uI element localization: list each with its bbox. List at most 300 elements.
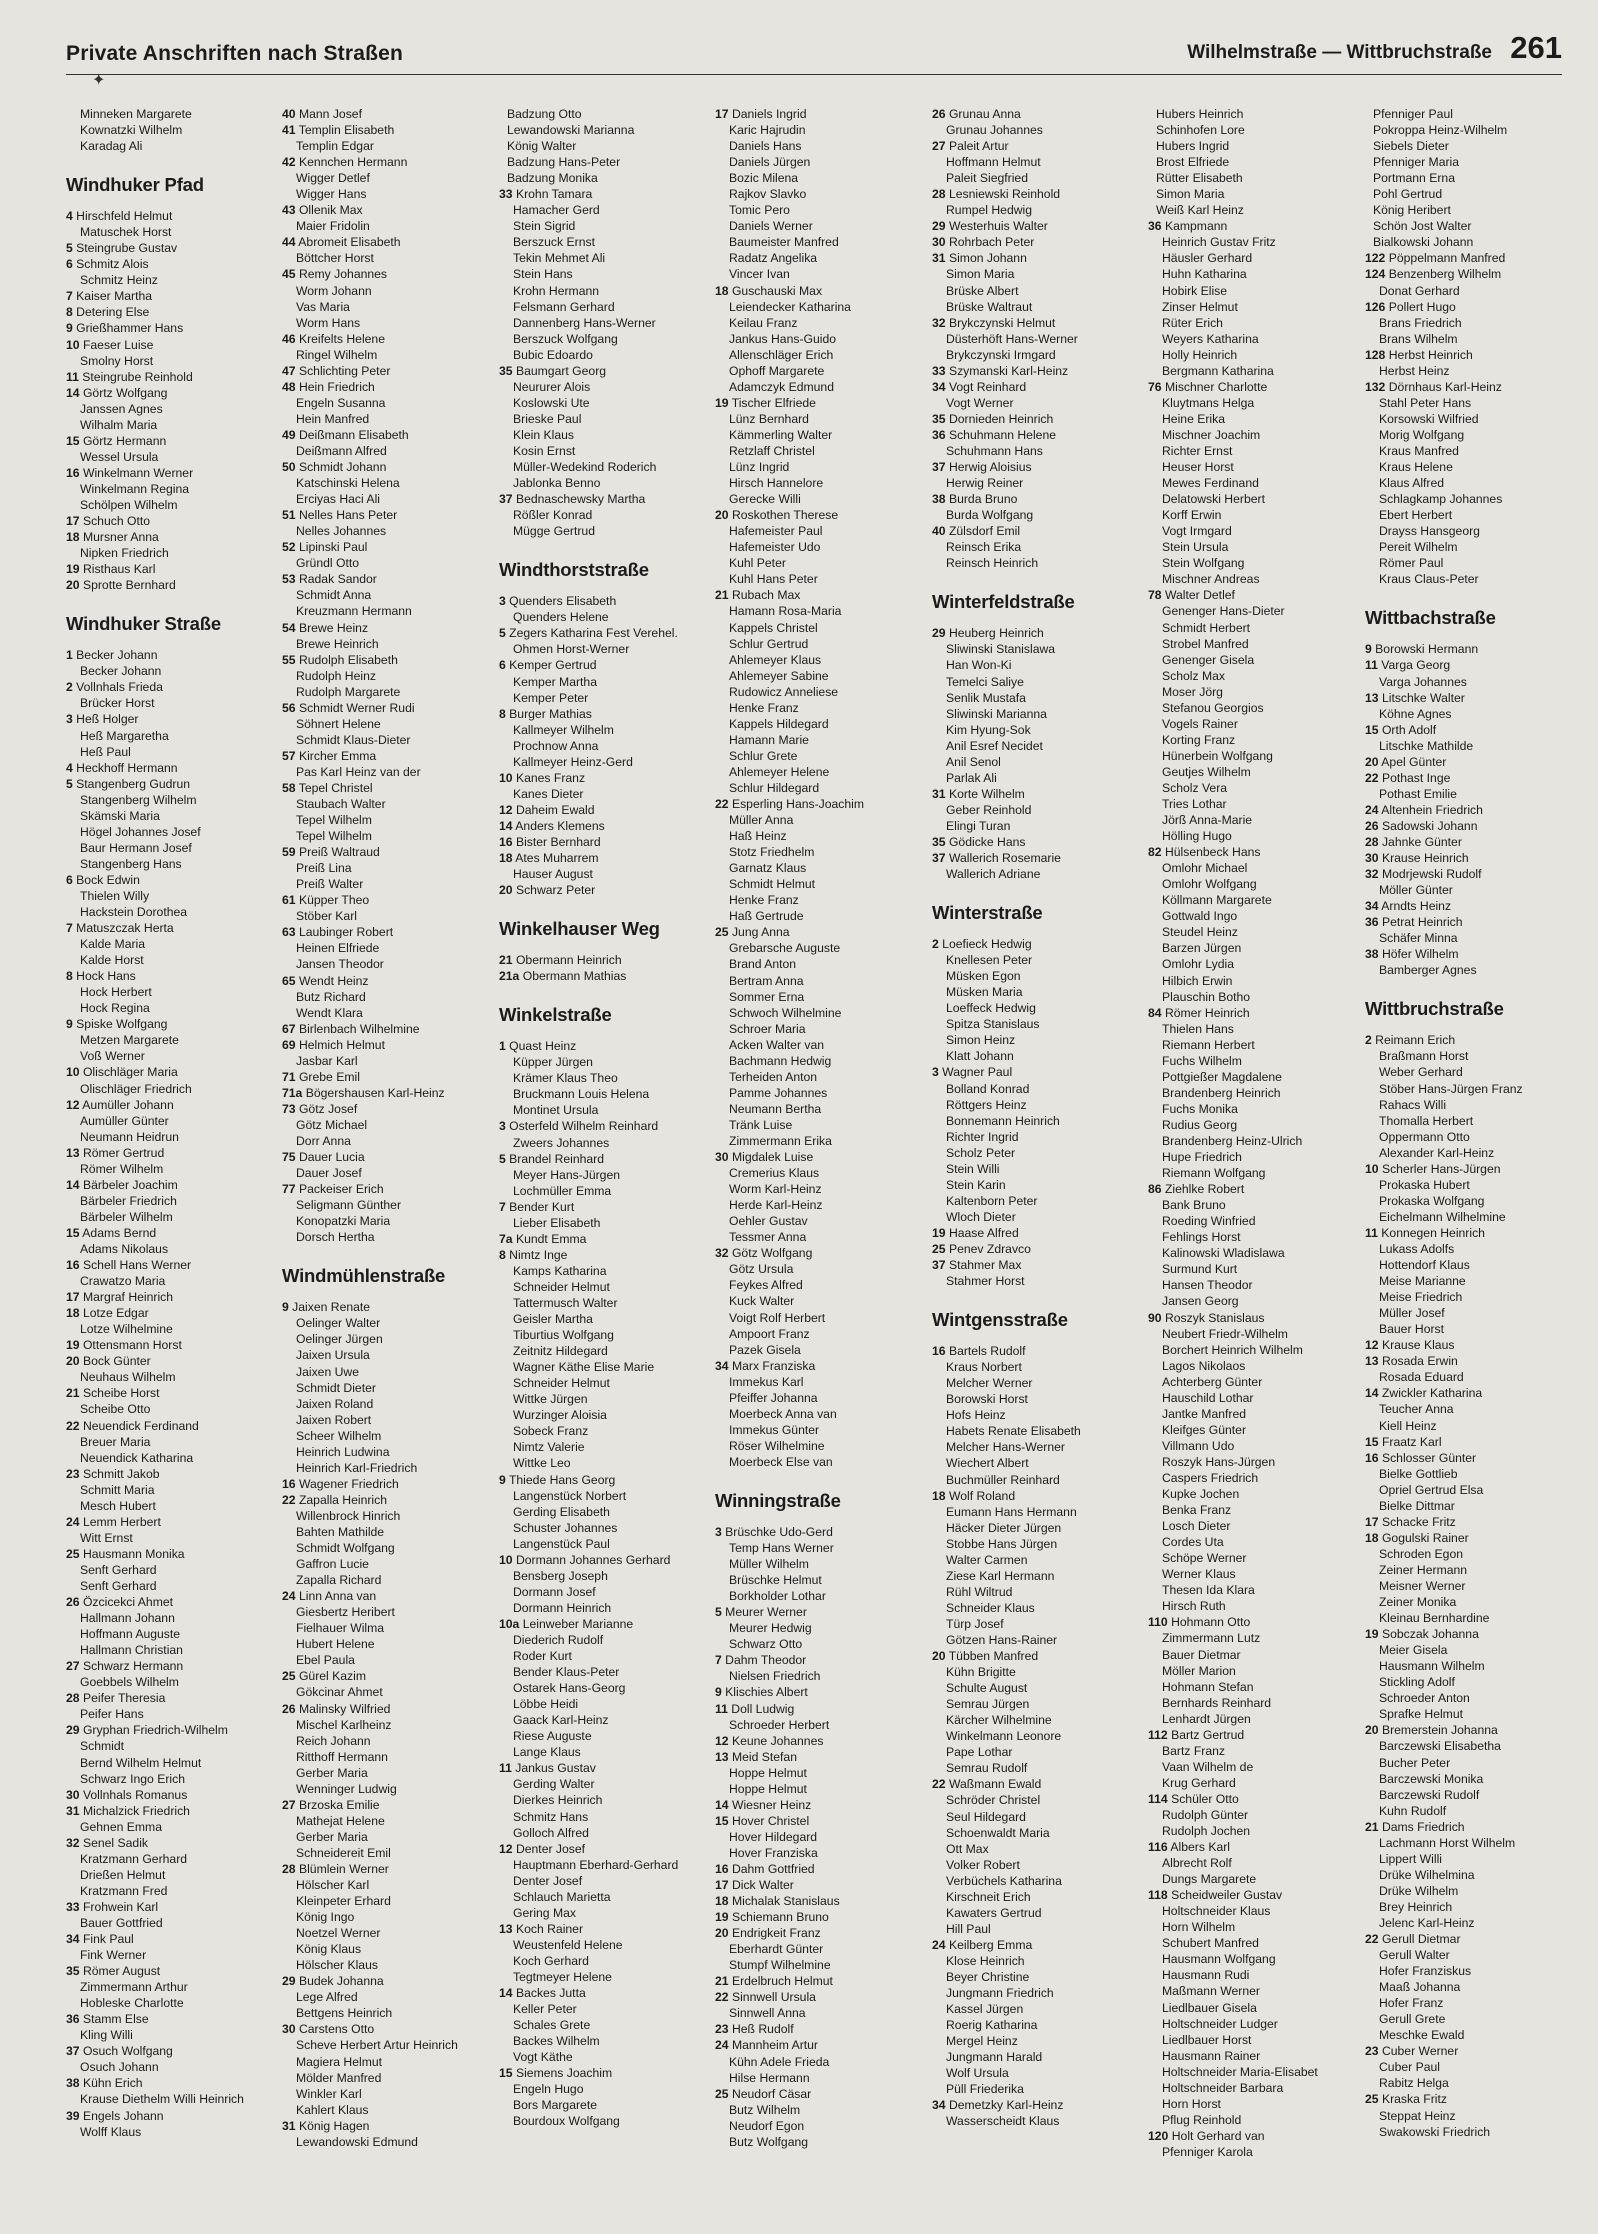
- resident-name: Düsterhöft Hans-Werner: [946, 331, 1078, 346]
- resident-entry: [1148, 1245, 1358, 1261]
- resident-name: Schneider Helmut: [513, 1376, 610, 1391]
- house-number: 31: [282, 2118, 296, 2133]
- house-number: 7: [66, 921, 73, 936]
- house-number: 1: [66, 648, 73, 663]
- resident-name: Portmann Erna: [1373, 171, 1455, 186]
- resident-name: Keilau Franz: [729, 315, 798, 330]
- resident-name: Gerull Grete: [1379, 2012, 1446, 2027]
- resident-entry: [932, 443, 1142, 459]
- resident-entry: [499, 1985, 709, 2001]
- resident-name: Scheibe Otto: [80, 1402, 151, 1417]
- resident-name: Matuszczak Herta: [76, 921, 174, 936]
- resident-entry: [282, 1572, 492, 1588]
- resident-name: Hubert Helene: [296, 1637, 375, 1652]
- resident-name: Dauer Josef: [296, 1166, 362, 1181]
- resident-name: Neudorf Egon: [729, 2118, 805, 2133]
- resident-entry: [1148, 555, 1358, 571]
- resident-name: Özcicekci Ahmet: [82, 1595, 174, 1610]
- street-heading: Windhuker Pfad: [66, 174, 204, 196]
- house-number: 29: [932, 219, 946, 234]
- resident-name: Kämmerling Walter: [729, 427, 833, 442]
- resident-entry: [499, 968, 709, 984]
- resident-name: Hover Christel: [731, 1813, 810, 1828]
- resident-entry: [932, 1225, 1142, 1241]
- resident-name: Meyer Hans-Jürgen: [513, 1167, 621, 1182]
- resident-name: Klose Heinrich: [946, 1953, 1025, 1968]
- resident-name: Bolland Konrad: [946, 1081, 1030, 1096]
- house-number: 38: [66, 2076, 80, 2091]
- resident-entry: [282, 1197, 492, 1213]
- resident-entry: [282, 2054, 492, 2070]
- house-number: 47: [282, 363, 296, 378]
- resident-name: Zimmermann Erika: [729, 1134, 832, 1148]
- resident-entry: [66, 256, 276, 272]
- resident-entry: [932, 1905, 1142, 1921]
- house-number: 12: [499, 1841, 513, 1856]
- resident-entry: [499, 1873, 709, 1889]
- resident-name: Morig Wolfgang: [1379, 427, 1465, 442]
- resident-name: Bauer Dietmar: [1162, 1647, 1241, 1662]
- resident-name: Faeser Luise: [82, 337, 154, 352]
- resident-entry: [282, 234, 492, 250]
- house-number: 55: [282, 652, 296, 667]
- resident-name: Vincer Ivan: [729, 267, 790, 282]
- house-number: 15: [1365, 722, 1379, 737]
- resident-entry: [1365, 898, 1575, 914]
- resident-name: Erciyas Haci Ali: [296, 492, 380, 507]
- resident-name: Pothast Inge: [1381, 770, 1451, 785]
- resident-name: Hoffmann Auguste: [80, 1627, 181, 1642]
- house-number: 19: [1365, 1627, 1379, 1642]
- resident-name: Bärbeler Wilhelm: [80, 1209, 173, 1224]
- resident-entry: [932, 722, 1142, 738]
- resident-name: Wurzinger Aloisia: [513, 1408, 607, 1423]
- resident-entry: [1365, 1225, 1575, 1241]
- resident-name: Borowski Hermann: [1375, 642, 1479, 657]
- resident-entry: [932, 1257, 1142, 1273]
- resident-name: Tepel Wilhelm: [296, 813, 372, 828]
- resident-entry: [66, 792, 276, 808]
- resident-name: Brey Heinrich: [1379, 1899, 1453, 1914]
- resident-entry: [499, 1343, 709, 1359]
- resident-name: Rudolph Margarete: [296, 684, 401, 699]
- resident-entry: [282, 218, 492, 234]
- resident-name: Jelenc Karl-Heinz: [1379, 1915, 1475, 1930]
- resident-entry: [66, 1081, 276, 1097]
- resident-entry: [715, 1781, 925, 1797]
- resident-entry: [1148, 780, 1358, 796]
- resident-entry: [932, 1488, 1142, 1504]
- resident-entry: [1148, 2032, 1358, 2048]
- resident-entry: [282, 2021, 492, 2037]
- resident-name: Voß Werner: [80, 1049, 145, 1064]
- house-number: 25: [715, 2086, 729, 2101]
- resident-entry: [932, 706, 1142, 722]
- resident-name: Varga Johannes: [1379, 674, 1467, 689]
- resident-entry: [282, 1428, 492, 1444]
- resident-entry: [715, 1454, 925, 1470]
- resident-entry: [499, 1889, 709, 1905]
- house-number: 3: [715, 1524, 722, 1539]
- house-number: 10: [499, 1552, 513, 1567]
- resident-name: Abromeit Elisabeth: [298, 235, 401, 250]
- resident-entry: [715, 1342, 925, 1358]
- resident-name: Kanes Franz: [515, 770, 586, 785]
- resident-name: Zimmermann Lutz: [1162, 1631, 1261, 1646]
- resident-entry: [499, 1809, 709, 1825]
- resident-name: Brücker Horst: [80, 696, 155, 711]
- resident-name: Ostarek Hans-Georg: [513, 1681, 626, 1696]
- resident-name: Lewandowski Edmund: [296, 2134, 418, 2149]
- resident-entry: [66, 2059, 276, 2075]
- resident-name: Scherler Hans-Jürgen: [1381, 1161, 1501, 1176]
- resident-name: Sobeck Franz: [513, 1424, 589, 1439]
- resident-name: Bauer Gottfried: [80, 1915, 163, 1930]
- resident-name: Schmitz Alois: [76, 257, 149, 272]
- resident-name: Siemens Joachim: [515, 2066, 613, 2081]
- house-number: 6: [66, 257, 73, 272]
- resident-entry: [1148, 2080, 1358, 2096]
- resident-name: Heß Paul: [80, 744, 131, 759]
- house-number: 14: [499, 1986, 513, 2001]
- house-number: 18: [66, 530, 80, 545]
- resident-name: Meise Friedrich: [1379, 1290, 1463, 1305]
- resident-name: Noetzel Werner: [296, 1926, 381, 1941]
- resident-entry: [932, 1129, 1142, 1145]
- resident-name: Stickling Adolf: [1379, 1675, 1455, 1690]
- resident-entry: [66, 1867, 276, 1883]
- resident-name: Altenhein Friedrich: [1381, 802, 1483, 817]
- resident-name: Gerding Elisabeth: [513, 1504, 610, 1519]
- resident-entry: [66, 1610, 276, 1626]
- house-number: 28: [282, 1861, 296, 1876]
- resident-name: Kühn Brigitte: [946, 1665, 1016, 1680]
- resident-name: Görtz Wolfgang: [82, 385, 168, 400]
- resident-entry: [1365, 1048, 1575, 1064]
- house-number: 5: [66, 776, 73, 791]
- resident-name: Geber Reinhold: [946, 802, 1032, 817]
- resident-entry: [499, 1038, 709, 1054]
- resident-entry: [1148, 620, 1358, 636]
- resident-name: Borkholder Lothar: [729, 1589, 826, 1604]
- resident-name: Hallmann Christian: [80, 1643, 183, 1658]
- resident-name: Kraus Manfred: [1379, 443, 1459, 458]
- resident-name: Bubic Edoardo: [513, 347, 593, 362]
- resident-name: Zimmermann Arthur: [80, 1980, 188, 1995]
- resident-entry: [282, 122, 492, 138]
- column-3: [499, 106, 709, 2186]
- resident-name: Barczewski Monika: [1379, 1771, 1484, 1786]
- resident-entry: [1148, 796, 1358, 812]
- resident-name: Schmitt Jakob: [82, 1466, 160, 1481]
- resident-name: Nipken Friedrich: [80, 546, 169, 561]
- column-2: [282, 106, 492, 2186]
- house-number: 9: [282, 1300, 289, 1315]
- resident-entry: [1148, 876, 1358, 892]
- resident-entry: [715, 1422, 925, 1438]
- resident-entry: [932, 523, 1142, 539]
- resident-name: Koch Rainer: [515, 1921, 584, 1936]
- resident-entry: [282, 1005, 492, 1021]
- house-number: 8: [499, 706, 506, 721]
- resident-entry: [715, 780, 925, 796]
- house-number: 25: [1365, 2092, 1379, 2107]
- resident-name: Püll Friederika: [946, 2082, 1024, 2097]
- resident-entry: [66, 1738, 276, 1754]
- resident-name: Baur Hermann Josef: [80, 840, 192, 855]
- resident-entry: [282, 379, 492, 395]
- resident-entry: [715, 1588, 925, 1604]
- resident-entry: [282, 636, 492, 652]
- resident-name: Meisner Werner: [1379, 1578, 1466, 1593]
- resident-entry: [1365, 1722, 1575, 1738]
- resident-name: Ophoff Margarete: [729, 363, 825, 378]
- resident-entry: [1148, 1133, 1358, 1149]
- resident-entry: [66, 2075, 276, 2091]
- resident-name: Kircher Emma: [298, 748, 377, 763]
- resident-name: Eumann Hans Hermann: [946, 1504, 1077, 1519]
- resident-name: Rudius Georg: [1162, 1117, 1238, 1132]
- house-number: 7: [499, 1199, 506, 1214]
- house-number: 86: [1148, 1182, 1162, 1197]
- resident-entry: [499, 1391, 709, 1407]
- resident-name: Korff Erwin: [1162, 508, 1222, 523]
- house-number: 11: [499, 1761, 512, 1776]
- resident-entry: [1148, 1695, 1358, 1711]
- resident-entry: [1365, 1819, 1575, 1835]
- resident-name: Goebbels Wilhelm: [80, 1675, 179, 1690]
- house-number: 6: [66, 872, 73, 887]
- resident-name: Gehnen Emma: [80, 1819, 162, 1834]
- resident-name: Hauser August: [513, 867, 593, 882]
- resident-entry: [282, 1037, 492, 1053]
- resident-entry: [1365, 1401, 1575, 1417]
- resident-entry: [499, 1552, 709, 1568]
- resident-entry: [66, 904, 276, 920]
- resident-name: Stefanou Georgios: [1162, 700, 1264, 715]
- resident-entry: [499, 1696, 709, 1712]
- resident-name: Nielsen Friedrich: [729, 1669, 821, 1684]
- resident-entry: [932, 122, 1142, 138]
- resident-entry: [282, 1636, 492, 1652]
- resident-name: Lieber Elisabeth: [513, 1215, 601, 1230]
- resident-name: Borowski Horst: [946, 1392, 1028, 1407]
- resident-name: Hohmann Stefan: [1162, 1679, 1254, 1694]
- street-heading: Winningstraße: [715, 1489, 841, 1511]
- house-number: 18: [499, 851, 513, 866]
- resident-name: Meier Gisela: [1379, 1643, 1448, 1658]
- resident-entry: [715, 1390, 925, 1406]
- resident-entry: [1365, 363, 1575, 379]
- resident-entry: [66, 1530, 276, 1546]
- resident-entry: [1365, 754, 1575, 770]
- resident-name: Deißmann Elisabeth: [298, 427, 409, 442]
- resident-entry: [1365, 138, 1575, 154]
- resident-name: Wagner Käthe Elise Marie: [513, 1360, 655, 1375]
- house-number: 9: [715, 1685, 722, 1700]
- resident-entry: [932, 170, 1142, 186]
- resident-name: Mügge Gertrud: [513, 524, 595, 539]
- house-number: 24: [1365, 802, 1379, 817]
- resident-name: Minneken Margarete: [80, 107, 192, 121]
- resident-entry: [1148, 989, 1358, 1005]
- resident-name: Reinsch Heinrich: [946, 556, 1039, 571]
- resident-name: Steudel Heinz: [1162, 925, 1238, 940]
- resident-name: Fehlings Horst: [1162, 1230, 1241, 1245]
- resident-name: Sinnwell Ursula: [731, 1990, 816, 2005]
- resident-entry: [1365, 571, 1575, 587]
- resident-name: Hafemeister Paul: [729, 524, 823, 539]
- resident-name: Wendt Klara: [296, 1005, 363, 1020]
- resident-name: Varga Georg: [1381, 658, 1451, 673]
- resident-name: Maier Fridolin: [296, 219, 370, 234]
- resident-entry: [715, 908, 925, 924]
- resident-name: Langenstück Paul: [513, 1536, 610, 1551]
- resident-entry: [1365, 2108, 1575, 2124]
- resident-name: Hock Regina: [80, 1001, 150, 1016]
- resident-entry: [66, 1771, 276, 1787]
- resident-name: Vogels Rainer: [1162, 716, 1238, 731]
- resident-entry: [66, 240, 276, 256]
- house-number: 132: [1365, 379, 1386, 394]
- resident-entry: [1148, 1293, 1358, 1309]
- resident-entry: [282, 555, 492, 571]
- resident-name: Gürel Kazim: [298, 1669, 367, 1684]
- resident-entry: [499, 834, 709, 850]
- resident-name: Thiede Hans Georg: [508, 1472, 616, 1487]
- resident-entry: [1365, 395, 1575, 411]
- resident-name: Kanes Dieter: [513, 786, 584, 801]
- resident-entry: [932, 2113, 1142, 2129]
- resident-entry: [282, 411, 492, 427]
- resident-entry: [715, 1813, 925, 1829]
- resident-entry: [499, 1295, 709, 1311]
- resident-name: Alexander Karl-Heinz: [1379, 1145, 1495, 1160]
- resident-name: Kuck Walter: [729, 1294, 795, 1309]
- resident-entry: [715, 1909, 925, 1925]
- resident-entry: [1148, 2096, 1358, 2112]
- house-number: 36: [1365, 915, 1379, 930]
- resident-entry: [499, 1086, 709, 1102]
- resident-name: Hofs Heinz: [946, 1408, 1006, 1423]
- house-number: 12: [499, 802, 513, 817]
- house-number: 30: [715, 1150, 729, 1165]
- resident-name: Schneider Helmut: [513, 1279, 610, 1294]
- resident-name: Diederich Rudolf: [513, 1632, 604, 1647]
- resident-entry: [66, 138, 276, 154]
- resident-entry: [715, 636, 925, 652]
- resident-name: Genenger Gisela: [1162, 652, 1255, 667]
- resident-entry: [282, 940, 492, 956]
- resident-entry: [715, 700, 925, 716]
- resident-entry: [932, 1391, 1142, 1407]
- resident-entry: [1365, 1353, 1575, 1369]
- resident-entry: [1148, 1438, 1358, 1454]
- resident-entry: [66, 1722, 276, 1738]
- resident-entry: [282, 892, 492, 908]
- resident-name: Olischläger Friedrich: [80, 1081, 192, 1096]
- house-number: 32: [66, 1835, 80, 1850]
- resident-name: Götz Michael: [296, 1117, 368, 1132]
- resident-name: Brüske Waltraut: [946, 299, 1033, 314]
- resident-entry: [66, 840, 276, 856]
- resident-name: Scheidweiler Gustav: [1171, 1888, 1283, 1903]
- resident-name: Staubach Walter: [296, 797, 386, 812]
- resident-name: Surmund Kurt: [1162, 1262, 1238, 1277]
- resident-name: Hock Hans: [76, 969, 136, 984]
- resident-name: Siebels Dieter: [1373, 139, 1449, 154]
- resident-name: Kluytmans Helga: [1162, 395, 1255, 410]
- resident-entry: [932, 539, 1142, 555]
- resident-name: Fielhauer Wilma: [296, 1621, 385, 1636]
- resident-entry: [499, 1648, 709, 1664]
- resident-name: Szymanski Karl-Heinz: [948, 363, 1069, 378]
- resident-entry: [1365, 818, 1575, 834]
- resident-name: Prokaska Hubert: [1379, 1177, 1470, 1192]
- street-heading: Winkelhauser Weg: [499, 918, 660, 940]
- resident-name: Vollnhals Frieda: [76, 680, 163, 695]
- resident-entry: [1365, 1787, 1575, 1803]
- resident-name: Kappels Christel: [729, 620, 818, 635]
- resident-name: Magiera Helmut: [296, 2054, 383, 2069]
- resident-name: Brandenberg Heinz-Ulrich: [1162, 1134, 1303, 1148]
- resident-entry: [282, 1668, 492, 1684]
- resident-name: Winkler Karl: [296, 2086, 362, 2101]
- resident-name: Barczewski Elisabetha: [1379, 1739, 1501, 1754]
- resident-entry: [1365, 674, 1575, 690]
- resident-entry: [499, 234, 709, 250]
- resident-name: Böttcher Horst: [296, 251, 374, 266]
- resident-name: Lagos Nikolaos: [1162, 1358, 1246, 1373]
- resident-entry: [932, 690, 1142, 706]
- resident-entry: [282, 1299, 492, 1315]
- resident-name: Burda Wolfgang: [946, 508, 1034, 523]
- resident-name: Lochmüller Emma: [513, 1183, 612, 1198]
- resident-name: Sliwinski Stanislawa: [946, 642, 1056, 657]
- resident-entry: [499, 1600, 709, 1616]
- resident-entry: [66, 856, 276, 872]
- resident-name: Herwig Reiner: [946, 476, 1024, 491]
- house-number: 32: [715, 1246, 729, 1261]
- resident-name: Konopatzki Maria: [296, 1214, 391, 1229]
- resident-entry: [1148, 1053, 1358, 1069]
- resident-name: Stangenberg Gudrun: [76, 776, 191, 791]
- resident-name: Heinrich Karl-Friedrich: [296, 1460, 418, 1475]
- house-number: 26: [932, 107, 946, 121]
- resident-name: Hamacher Gerd: [513, 203, 600, 218]
- house-number: 73: [282, 1101, 296, 1116]
- resident-name: Schoenwaldt Maria: [946, 1825, 1050, 1840]
- resident-entry: [66, 776, 276, 792]
- resident-name: Gottwald Ingo: [1162, 909, 1238, 924]
- resident-entry: [66, 984, 276, 1000]
- resident-name: Stöber Karl: [296, 909, 357, 924]
- resident-name: Cremerius Klaus: [729, 1166, 820, 1181]
- resident-entry: [1365, 1979, 1575, 1995]
- resident-name: Ahlemeyer Helene: [729, 764, 830, 779]
- resident-entry: [715, 2070, 925, 2086]
- resident-entry: [932, 1889, 1142, 1905]
- resident-name: Mölder Manfred: [296, 2070, 382, 2085]
- resident-name: Neumann Heidrun: [80, 1129, 179, 1144]
- resident-entry: [932, 379, 1142, 395]
- resident-name: Semrau Rudolf: [946, 1761, 1028, 1776]
- resident-entry: [932, 786, 1142, 802]
- resident-name: Schmitt Maria: [80, 1482, 155, 1497]
- resident-name: Zwickler Katharina: [1381, 1386, 1483, 1401]
- resident-name: Hoppe Helmut: [729, 1765, 807, 1780]
- resident-name: Anil Esref Necidet: [946, 738, 1043, 753]
